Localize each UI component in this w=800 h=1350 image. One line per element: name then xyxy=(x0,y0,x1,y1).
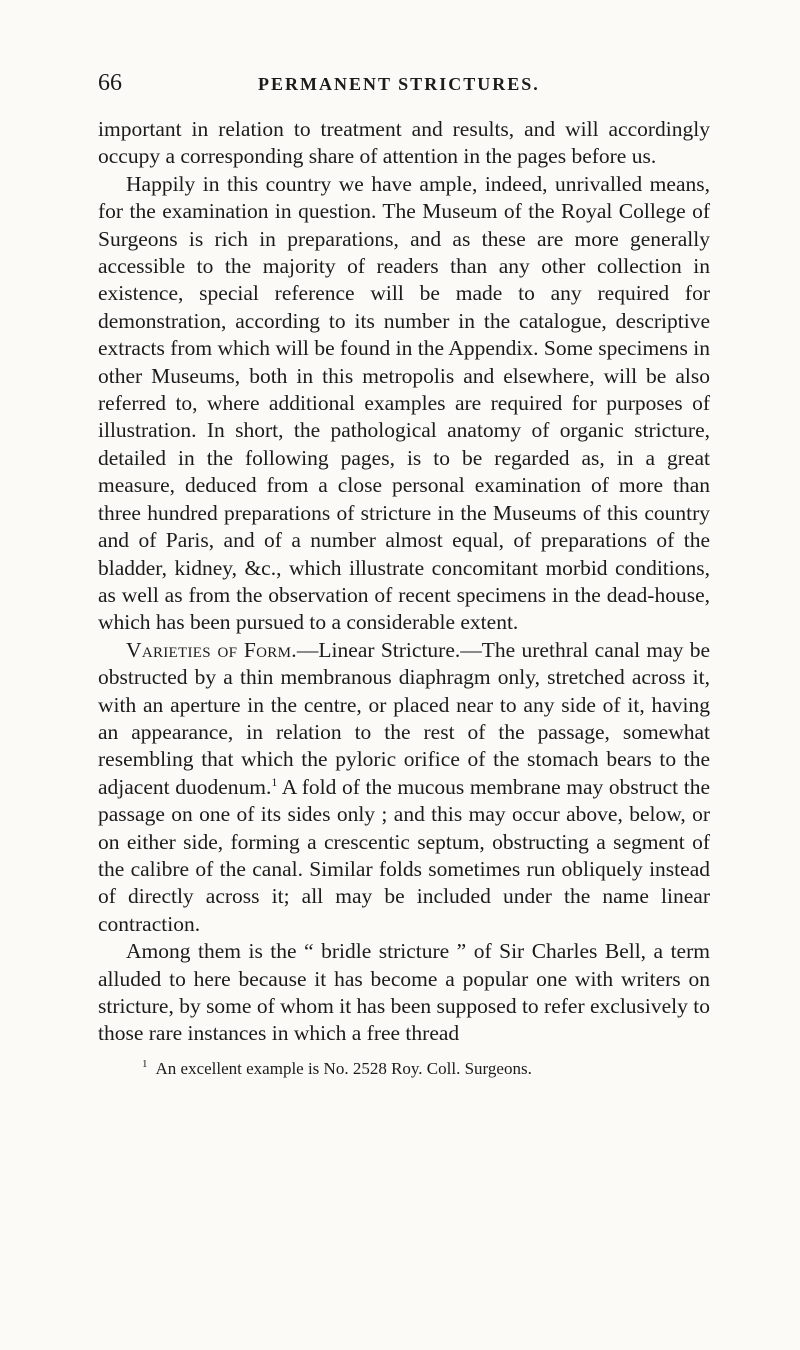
page-header xyxy=(98,68,710,98)
paragraph-text: —The urethral canal may be obstructed by a thin membranous diaphragm only, stretched across it, with an aperture in the centre, or placed near to any side of it, having an appearance, in relation to the rest of the passage, somewhat resembling that which the pyloric orifice of the stomach bears to the adjacent duodenum. xyxy=(98,637,710,799)
body-text xyxy=(98,116,710,1048)
section-heading: Varieties of Form. xyxy=(126,637,297,662)
footnote-text: An excellent example is No. 2528 Roy. Coll. Surgeons. xyxy=(155,1058,532,1078)
page-number: 66 xyxy=(98,70,122,96)
paragraph-text-continued: A fold of the mucous membrane may obstruct the passage on one of its sides only ; and this may occur above, below, or on either side, forming a crescentic septum, obstructing a segment of the calibre of the canal. Similar folds sometimes run obliquely instead of directly across it; all may be included under the name linear contraction. xyxy=(98,774,710,936)
book-page xyxy=(98,68,710,1080)
footnote-mark: 1 xyxy=(142,1058,148,1071)
paragraph-varieties-of-form xyxy=(98,637,710,938)
paragraph-bridle-stricture: Among them is the “ bridle stricture ” of Sir Charles Bell, a term alluded to here because it has become a popular one with writers on stricture, by some of whom it has been supposed to refer exclusively to those rare instances in which a free thread xyxy=(98,939,711,1046)
section-subheading: —Linear Stricture. xyxy=(296,637,461,662)
running-title: PERMANENT STRICTURES. xyxy=(258,74,540,94)
footnote-reference: 1 xyxy=(271,774,278,789)
footnote xyxy=(98,1058,710,1080)
paragraph-continuation: important in relation to treatment and results, and will accordingly occupy a corresponding share of attention in the pages before us. xyxy=(98,117,710,169)
paragraph-museum-examination: Happily in this country we have ample, indeed, unrivalled means, for the examination in question. The Museum of the Royal College of Surgeons is rich in preparations, and as these are more generally accessible to the majority of readers than any other collection in existence, special reference will be made to any required for demonstration, according to its number in the catalogue, descriptive extracts from which will be found in the Appendix. Some specimens in other Museums, both in this metropolis and elsewhere, will be also referred to, where additional examples are required for purposes of illustration. In short, the pathological anatomy of organic stricture, detailed in the following pages, is to be regarded as, in a great measure, deduced from a close personal examination of more than three hundred preparations of stricture in the Museums of this country and of Paris, and of a number almost equal, of preparations of the bladder, kidney, &c., which illustrate concomitant morbid conditions, as well as from the observation of recent specimens in the dead-house, which has been pursued to a considerable extent. xyxy=(98,171,710,635)
